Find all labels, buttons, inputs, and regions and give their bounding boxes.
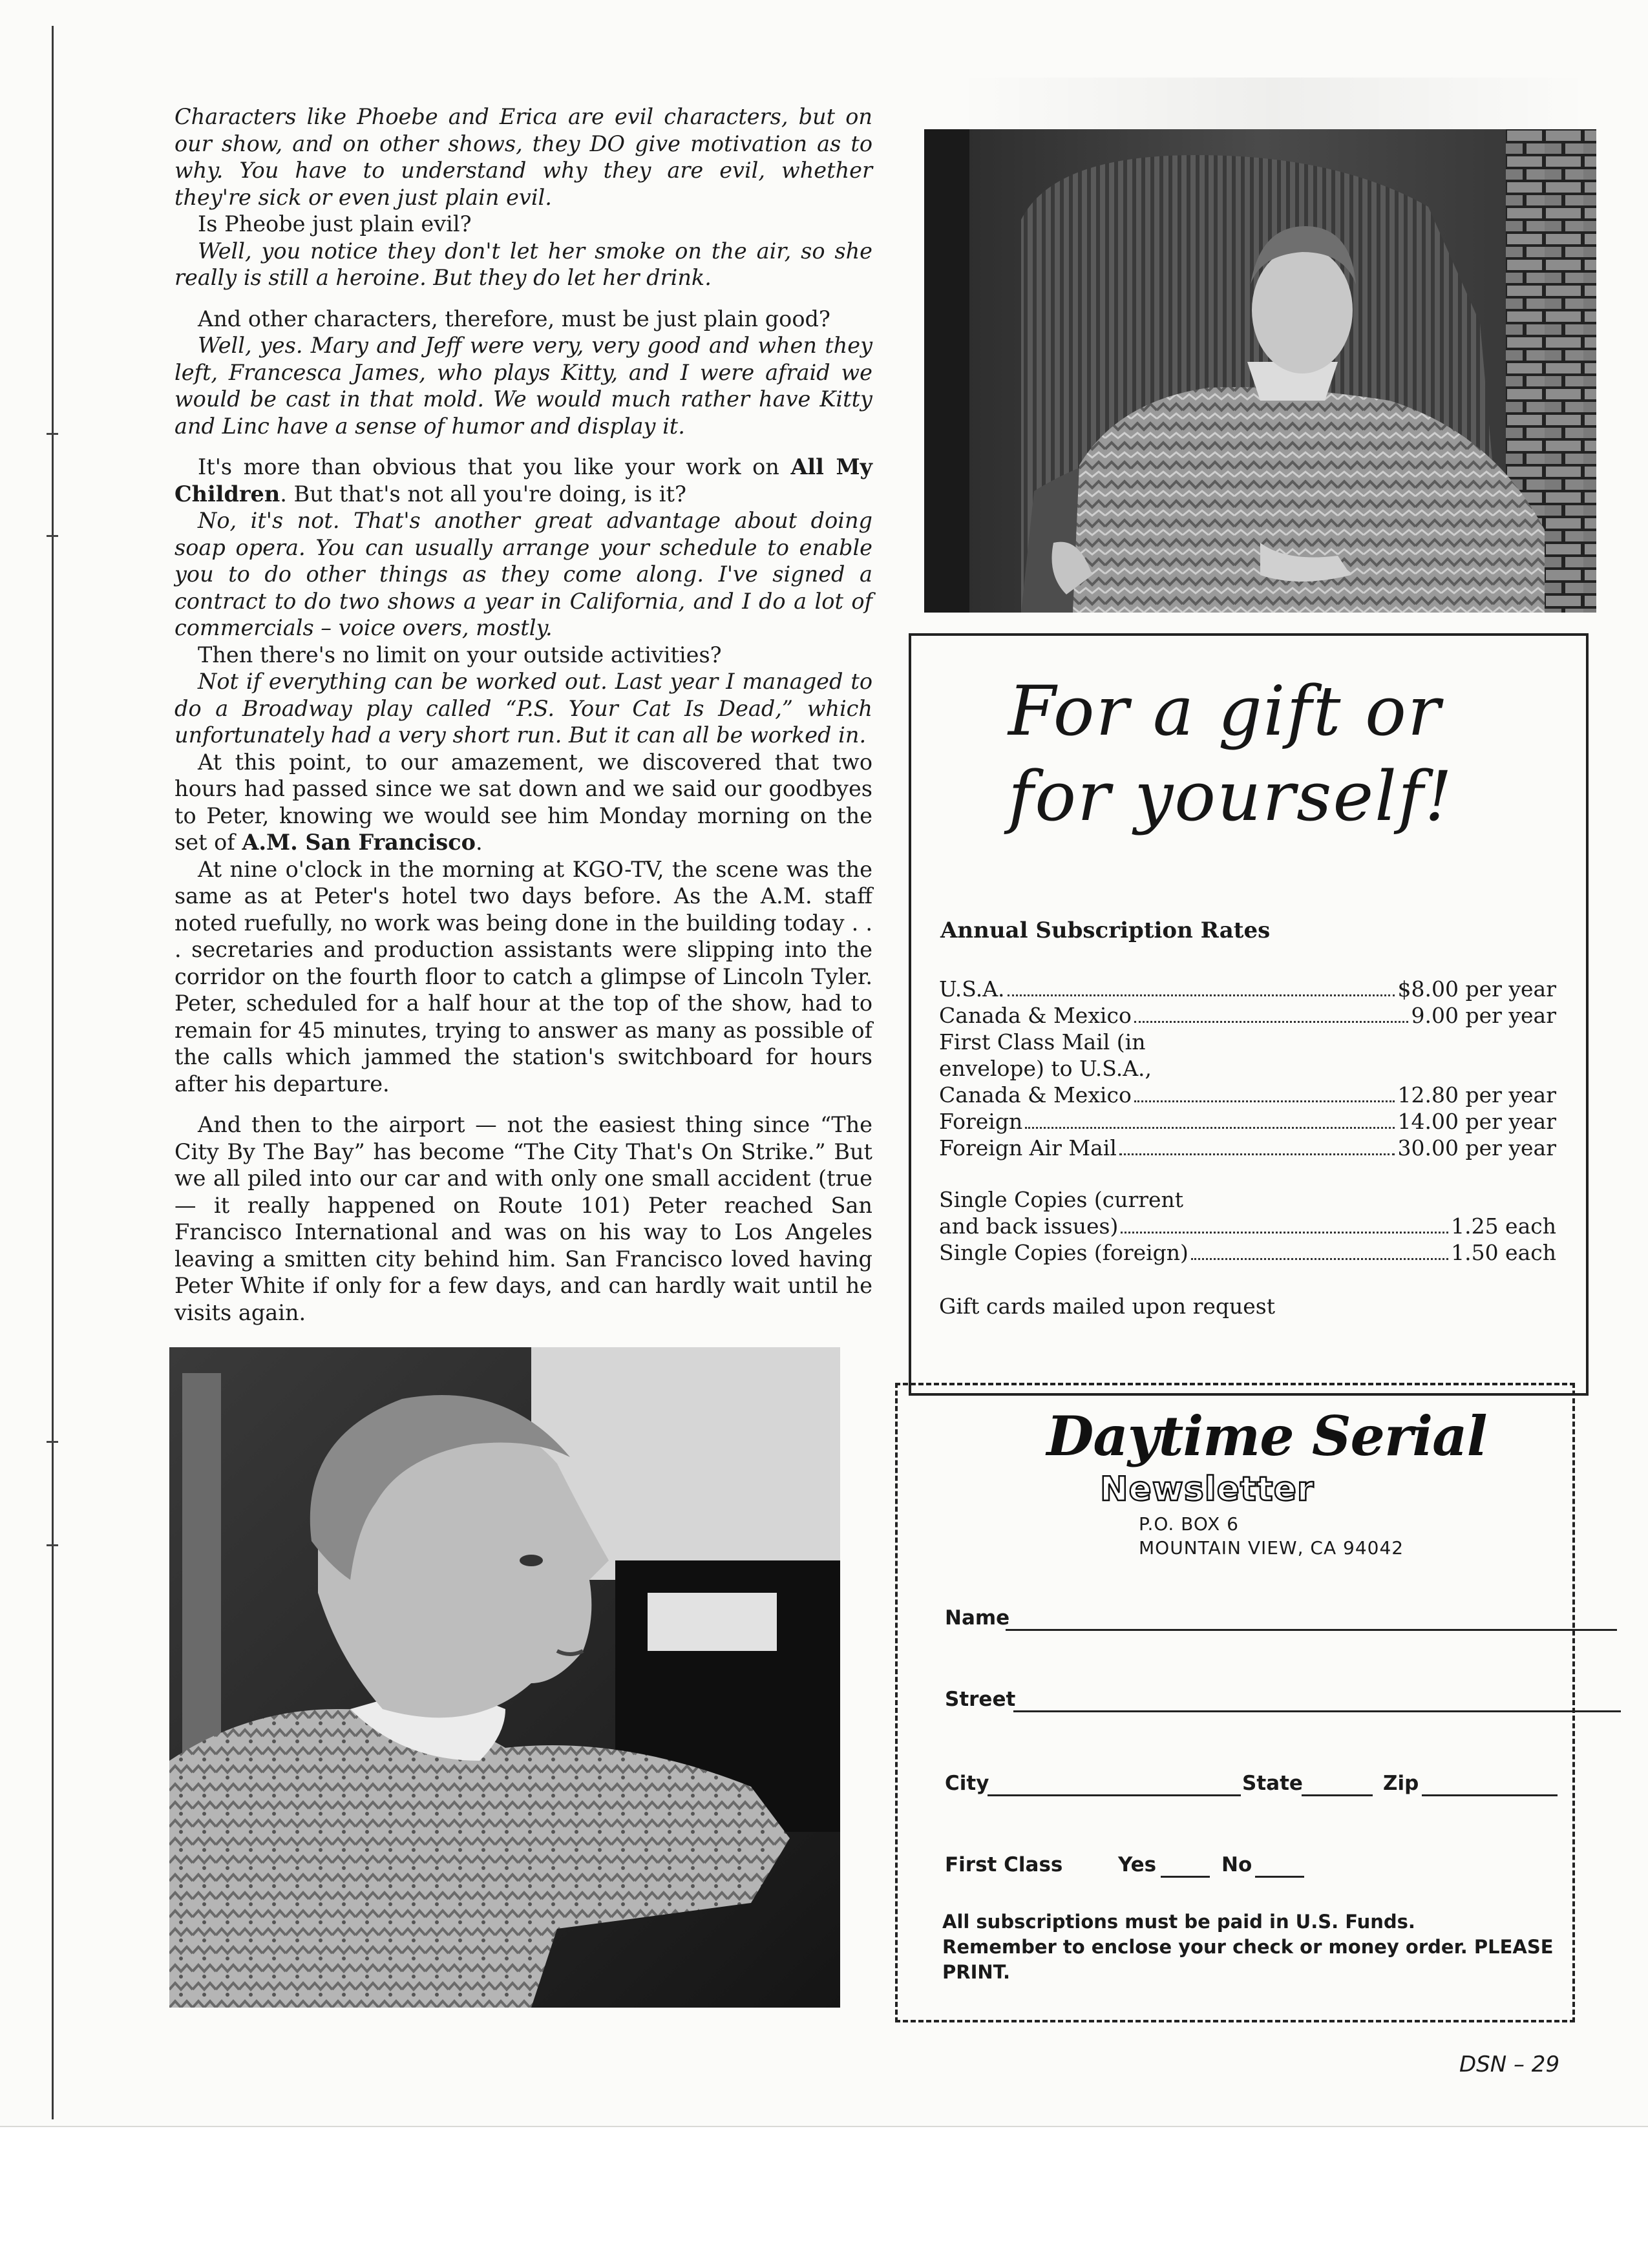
name-field[interactable]: [1006, 1629, 1617, 1631]
rate-row: [939, 1213, 1556, 1239]
city-field[interactable]: [988, 1794, 1241, 1796]
yes-field[interactable]: [1161, 1876, 1210, 1878]
mailing-address: [1139, 1512, 1404, 1560]
article-paragraph: At nine o'clock in the morning at KGO-TV, the scene was the same as at Peter's hotel two days before. As the A.M. staff noted ruefully, no work was being done in the building today . . . secretaries and production assistants were slipping into the corridor on the fourth floor to catch a glimpse of Lincoln Tyler. Peter, scheduled for a half hour at the top of the show, had to remain for 45 minutes, trying to answer as many as possible of the calls which jammed the station's switchboard for hours after his departure.: [174, 856, 872, 1097]
question-text: . But that's not all you're doing, is it?: [280, 481, 686, 507]
city-state-zip-row: [945, 1770, 1559, 1799]
article-paragraph: [174, 749, 872, 856]
rates-heading: Annual Subscription Rates: [940, 918, 1271, 943]
rate-row: [939, 1239, 1556, 1266]
street-row: [945, 1686, 1559, 1715]
no-label: No: [1221, 1853, 1252, 1876]
rate-label: and back issues): [939, 1213, 1119, 1239]
notice-line: PRINT.: [942, 1961, 1011, 1983]
address-line: MOUNTAIN VIEW, CA 94042: [1139, 1537, 1404, 1559]
binding-edge: [52, 26, 54, 2119]
ad-headline-line: for yourself!: [1008, 757, 1453, 836]
rate-row: [939, 976, 1556, 1002]
show-title: All My Children: [174, 454, 872, 507]
notice-line: All subscriptions must be paid in U.S. Funds.: [942, 1911, 1415, 1933]
show-title: A.M. San Francisco: [242, 830, 476, 855]
leader-dots: [1008, 994, 1395, 996]
photo-seated-man: [924, 129, 1596, 613]
binding-mark: [47, 433, 58, 435]
photo-seated-man-image: [924, 129, 1596, 613]
logo-subtitle: Newsletter: [1100, 1470, 1315, 1509]
payment-notice: [942, 1909, 1563, 1985]
rate-label: Canada & Mexico: [939, 1003, 1132, 1028]
rate-price: 1.25 each: [1451, 1213, 1556, 1239]
leader-dots: [1191, 1258, 1448, 1260]
leader-dots: [1119, 1153, 1395, 1155]
rate-row: [939, 1108, 1556, 1135]
ad-headline-line: For a gift or: [1008, 671, 1442, 751]
rate-label: U.S.A.: [939, 976, 1005, 1002]
rate-price: 12.80 per year: [1397, 1082, 1556, 1108]
newsletter-logo: [1046, 1403, 1487, 1520]
scan-margin: [0, 2126, 1648, 2268]
rate-price: $8.00 per year: [1397, 976, 1556, 1002]
leader-dots: [1121, 1232, 1448, 1234]
rate-note: First Class Mail (in: [939, 1029, 1146, 1055]
rate-row: [939, 1002, 1556, 1029]
binding-mark: [47, 535, 58, 537]
binding-mark: [47, 1441, 58, 1443]
interview-answer: Well, yes. Mary and Jeff were very, very good and when they left, Francesca James, who plays Kitty, and I were afraid we would be cast in that mold. We would much rather have Kitty and Linc have a sense of humor and display it.: [174, 333, 872, 439]
interview-answer: Not if everything can be worked out. Last year I managed to do a Broadway play called “P.S. Your Cat Is Dead,” which unfortunately had a very short run. But it can all be worked in.: [174, 669, 872, 748]
zip-label: Zip: [1383, 1772, 1419, 1795]
zip-field[interactable]: [1422, 1794, 1558, 1796]
interview-question: [174, 454, 872, 507]
page-folio: DSN – 29: [1459, 2052, 1560, 2077]
rate-label: Canada & Mexico: [939, 1082, 1132, 1108]
rates-list: [939, 976, 1556, 1161]
logo-title: Daytime Serial: [1046, 1404, 1487, 1468]
rate-label: Foreign Air Mail: [939, 1135, 1117, 1160]
interview-answer: Well, you notice they don't let her smoke on the air, so she really is still a heroine. But they do let her drink.: [174, 238, 872, 290]
rate-label: Single Copies (foreign): [939, 1240, 1188, 1265]
binding-mark: [47, 1544, 58, 1546]
name-label: Name: [945, 1606, 1010, 1630]
leader-dots: [1134, 1100, 1395, 1102]
article-column: [174, 103, 872, 1326]
rate-price: 9.00 per year: [1411, 1003, 1556, 1028]
article-paragraph: And then to the airport — not the easiest thing since “The City By The Bay” has become “The City That's On Strike.” But we all piled into our car and with only one small accident (true — it really happened on Route 101) Peter reached San Francisco International and was on his way to Los Angeles leaving a smitten city behind him. San Francisco loved having Peter White if only for a few days, and can hardly wait until he visits again.: [174, 1112, 872, 1325]
street-field[interactable]: [1013, 1710, 1621, 1712]
street-label: Street: [945, 1688, 1016, 1711]
city-label: City: [945, 1772, 989, 1795]
interview-answer: No, it's not. That's another great advantage about doing soap opera. You can usually arrange your schedule to enable you to do other things as they come along. I've signed a contract to do two shows a year in California, and I do a lot of commercials – voice overs, mostly.: [174, 508, 872, 640]
ad-headline: [1008, 669, 1525, 839]
rate-price: 14.00 per year: [1397, 1109, 1556, 1134]
gift-note: Gift cards mailed upon request: [939, 1294, 1275, 1319]
rate-price: 30.00 per year: [1397, 1135, 1556, 1160]
paragraph-text: At this point, to our amazement, we discovered that two hours had passed since we sat down and we said our goodbyes to Peter, knowing we would see him Monday morning on the set of: [174, 749, 872, 855]
photo-profile-man: [169, 1347, 840, 2008]
rate-label: Foreign: [939, 1109, 1023, 1134]
question-text: It's more than obvious that you like your work on: [198, 454, 791, 479]
photo-profile-man-image: [169, 1347, 840, 2008]
no-field[interactable]: [1255, 1876, 1304, 1878]
rate-note: envelope) to U.S.A.,: [939, 1056, 1152, 1081]
notice-line: Remember to enclose your check or money order. PLEASE: [942, 1936, 1554, 1958]
rate-row: [939, 1135, 1556, 1161]
state-field[interactable]: [1302, 1794, 1373, 1796]
leader-dots: [1025, 1127, 1395, 1129]
leader-dots: [1134, 1021, 1409, 1023]
address-line: P.O. BOX 6: [1139, 1513, 1239, 1535]
interview-question: And other characters, therefore, must be just plain good?: [198, 306, 830, 331]
rate-price: 1.50 each: [1451, 1240, 1556, 1265]
rate-row: [939, 1082, 1556, 1108]
rate-note: Single Copies (current: [939, 1187, 1184, 1212]
single-copy-rates: [939, 1186, 1556, 1266]
interview-question: Then there's no limit on your outside activities?: [198, 642, 722, 667]
first-class-row: [945, 1852, 1559, 1880]
paragraph-text: .: [475, 830, 483, 855]
first-class-label: First Class: [945, 1853, 1063, 1876]
yes-label: Yes: [1118, 1853, 1157, 1876]
article-paragraph: Characters like Phoebe and Erica are evil characters, but on our show, and on other shows, they DO give motivation as to why. You have to understand why they are evil, whether they're sick or even just plain evil.: [174, 104, 872, 210]
name-row: [945, 1605, 1559, 1633]
state-label: State: [1242, 1772, 1303, 1795]
interview-question: Is Pheobe just plain evil?: [198, 211, 472, 236]
